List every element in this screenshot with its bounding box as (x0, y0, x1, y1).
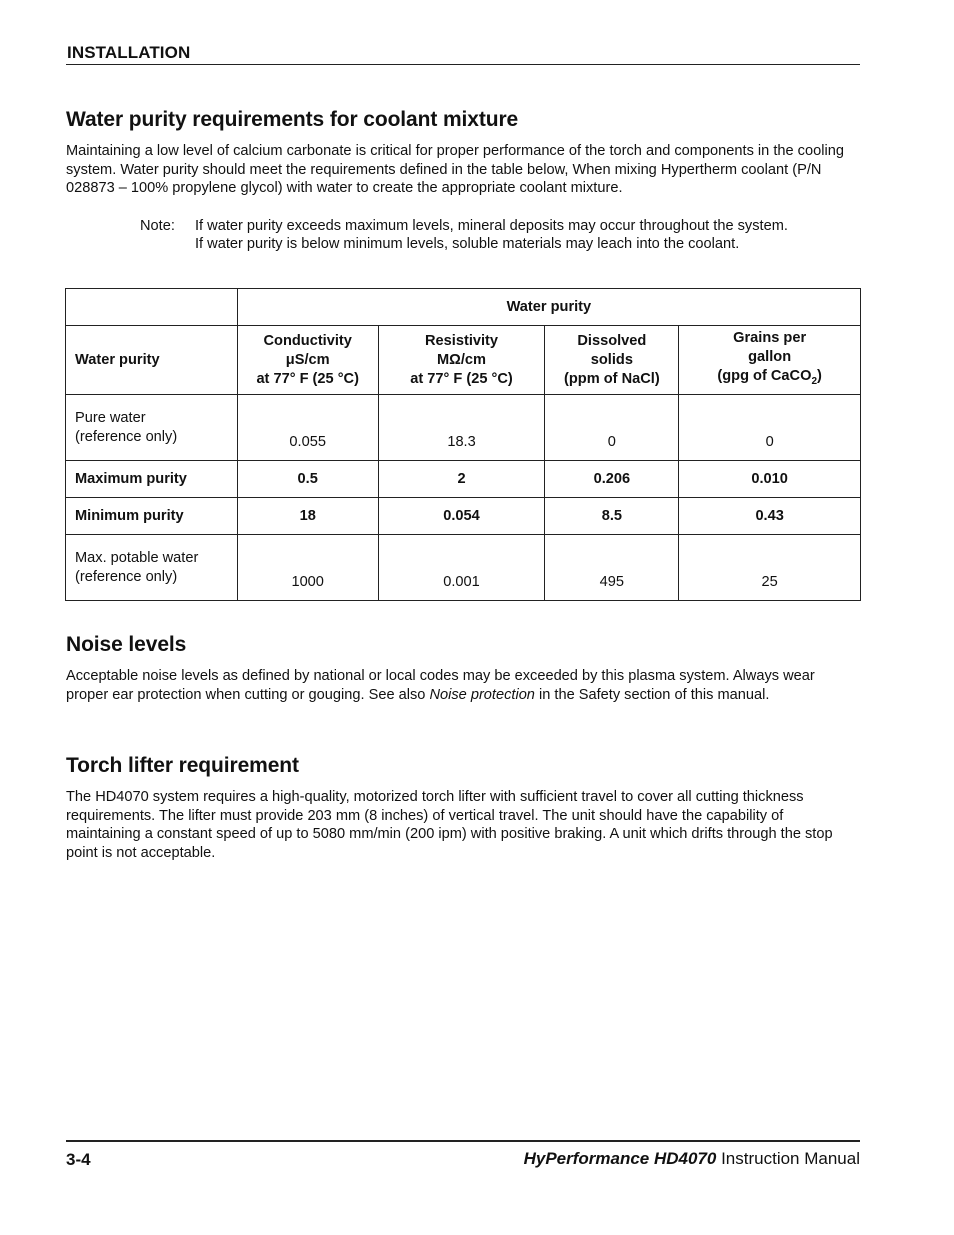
column-header-line: Dissolved (577, 332, 647, 349)
table-cell: 0.054 (378, 498, 545, 535)
table-cell: 495 (545, 535, 679, 601)
table-cell: 18 (237, 498, 378, 535)
header-rule (66, 64, 860, 65)
column-header-grains-per-gallon (679, 326, 861, 395)
table-cell: 0.206 (545, 461, 679, 498)
row-label-line: (reference only) (75, 568, 178, 585)
page-number: 3-4 (66, 1150, 91, 1169)
table-cell: 18.3 (378, 395, 545, 461)
noise-text: in the Safety section of this manual. (534, 686, 770, 703)
noise-levels-paragraph (66, 667, 860, 704)
note-line: If water purity is below minimum levels, soluble materials may leach into the coolant. (195, 236, 740, 253)
table-column-header-row (66, 326, 861, 395)
table-cell: 0.5 (237, 461, 378, 498)
column-header-line: Conductivity (263, 332, 352, 349)
row-label (66, 535, 238, 601)
table-cell: 2 (378, 461, 545, 498)
column-header-line: gallon (748, 349, 792, 366)
manual-title (524, 1149, 860, 1169)
table-cell: 0.055 (237, 395, 378, 461)
table-cell: 0.010 (679, 461, 861, 498)
water-purity-heading: Water purity requirements for coolant mixture (66, 108, 519, 131)
water-purity-table (65, 288, 861, 601)
column-header-text: (gpg of CaCO (717, 368, 812, 385)
table-cell: 0 (545, 395, 679, 461)
column-header-line: (ppm of NaCl) (564, 370, 660, 387)
manual-title-text: Instruction Manual (716, 1149, 860, 1168)
table-corner-cell (66, 289, 238, 326)
noise-levels-heading: Noise levels (66, 633, 187, 656)
column-header-line: Resistivity (425, 332, 499, 349)
note-label: Note: (140, 218, 175, 234)
row-label: Maximum purity (66, 461, 238, 498)
section-header: INSTALLATION (67, 43, 191, 62)
torch-lifter-heading: Torch lifter requirement (66, 754, 299, 777)
column-header-line: MΩ/cm (437, 351, 487, 368)
row-label (66, 395, 238, 461)
table-row (66, 535, 861, 601)
column-header-line: at 77° F (25 °C) (410, 370, 513, 387)
footer-rule (66, 1140, 860, 1142)
table-group-header-row (66, 289, 861, 326)
column-header-conductivity (237, 326, 378, 395)
column-header-dissolved-solids (545, 326, 679, 395)
column-header-subscript: 2 (811, 375, 817, 387)
note-text (195, 217, 865, 253)
column-header-line: at 77° F (25 °C) (256, 370, 359, 387)
column-header-line: μS/cm (285, 351, 330, 368)
note-line: If water purity exceeds maximum levels, mineral deposits may occur throughout the system. (195, 218, 788, 234)
column-header-line: solids (590, 351, 633, 368)
row-label-line: (reference only) (75, 428, 178, 445)
table-row (66, 498, 861, 535)
column-header-line: Grains per (733, 330, 807, 347)
table-cell: 0 (679, 395, 861, 461)
column-header-text: ) (817, 368, 822, 385)
product-brand: HyPerformance HD4070 (523, 1149, 717, 1168)
row-label-line: Max. potable water (75, 549, 199, 566)
row-header: Water purity (66, 326, 238, 395)
table-cell: 0.43 (679, 498, 861, 535)
table-cell: 25 (679, 535, 861, 601)
table-cell: 1000 (237, 535, 378, 601)
table-row (66, 395, 861, 461)
column-header-resistivity (378, 326, 545, 395)
water-purity-paragraph: Maintaining a low level of calcium carbonate is critical for proper performance of the torch and components in the cooling system. Water purity should meet the requirements defined in the table below, When mixing Hypertherm coolant (P/N 028873 – 100% propylene glycol) with water to create the appropriate coolant mixture. (66, 143, 844, 197)
noise-text: Acceptable noise levels as defined by national or local codes may be exceeded by this plasma system. Always wear proper ear protection when cutting or gouging. See also (66, 668, 815, 703)
group-header: Water purity (237, 289, 860, 326)
torch-lifter-paragraph: The HD4070 system requires a high-quality, motorized torch lifter with sufficient travel to cover all cutting thickness requirements. The lifter must provide 203 mm (8 inches) of vertical travel. The unit should have the capability of maintaining a constant speed of up to 5080 mm/min (200 ipm) with positive braking. A unit which drifts through the stop point is not acceptable. (66, 789, 833, 861)
noise-protection-reference: Noise protection (429, 686, 535, 703)
table-cell: 0.001 (378, 535, 545, 601)
row-label: Minimum purity (66, 498, 238, 535)
table-cell: 8.5 (545, 498, 679, 535)
column-header-line (688, 367, 851, 391)
row-label-line: Pure water (75, 409, 146, 426)
table-row (66, 461, 861, 498)
